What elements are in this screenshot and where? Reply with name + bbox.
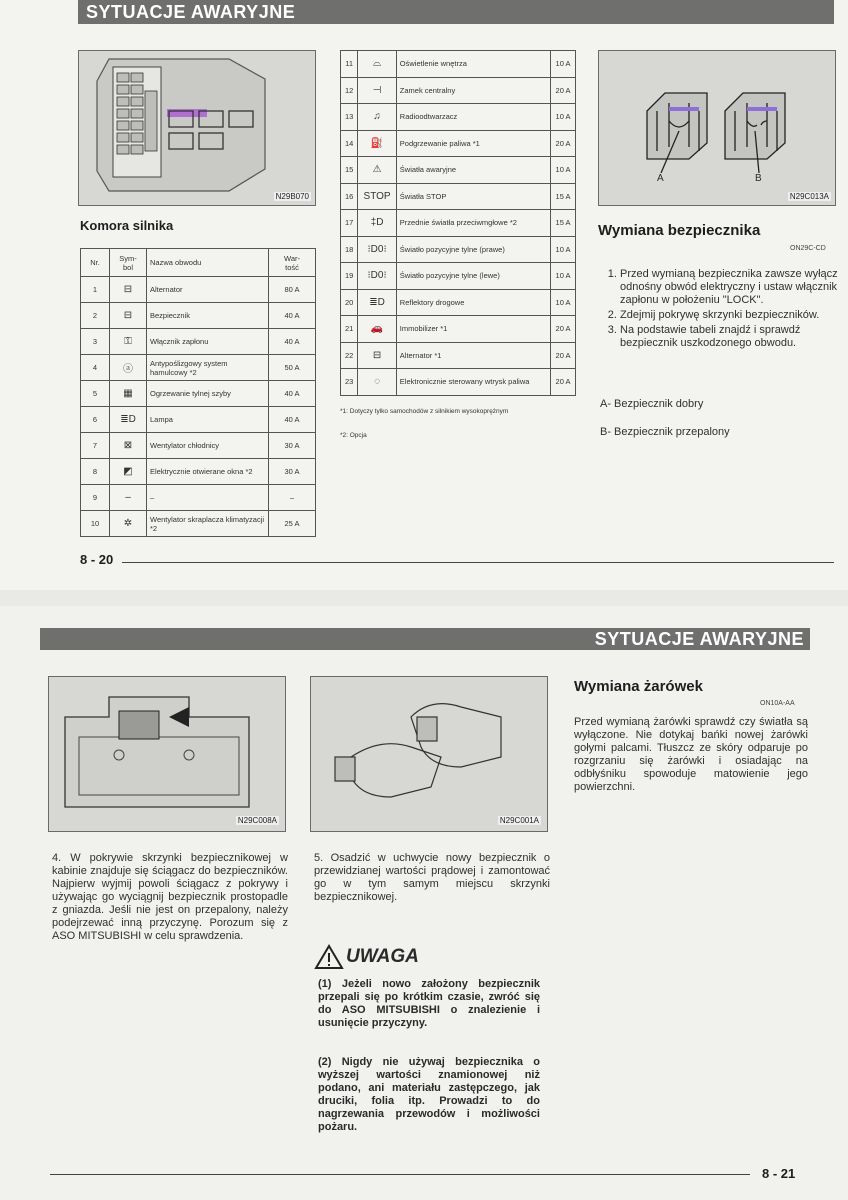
col-name: Nazwa obwodu	[147, 249, 269, 277]
fuse-comparison-figure	[598, 50, 836, 206]
section-code: ON29C-CD	[790, 245, 826, 252]
fuse-rating: 20 A	[551, 342, 576, 369]
ignition-key-icon: ⚿	[110, 329, 147, 355]
step-5: 5. Osadzić w uchwycie nowy bezpiecznik o przewidzianej wartości prądowej i zamontować go w tym samym miejscu skrzynki bezpiecznikowej.	[314, 852, 550, 903]
fuse-table-right	[340, 50, 576, 396]
col-symbol: Sym- bol	[110, 249, 147, 277]
table-row	[341, 289, 576, 316]
hazard-icon: ⚠	[358, 157, 396, 184]
step-4: 4. W pokrywie skrzynki bezpiecznikowej w kabinie znajduje się ściągacz do bezpieczników. Najpierw wyjmij powoli ściągacz z pokrywy i używając go wyciągnij bezpiecznik prostopadle z gniazda. Jeśli nie jest on przepalony, należy podejrzewać inną przyczynę. Porozum się z ASO MITSUBISHI w celu sprawdzenia.	[52, 852, 288, 942]
circuit-name: Bezpiecznik	[147, 303, 269, 329]
fuse-rating: 20 A	[551, 316, 576, 343]
banner-title: SYTUACJE AWARYJNE	[594, 628, 804, 649]
fuse-number: 11	[341, 51, 358, 78]
position-light-icon: ⁝D0⁝	[358, 236, 396, 263]
ac-fan-icon: ✲	[110, 511, 147, 537]
circuit-name: Alternator	[147, 277, 269, 303]
section-banner	[40, 628, 810, 650]
fuse-number: 20	[341, 289, 358, 316]
interior-light-icon: ⌓	[358, 51, 396, 78]
fuse-number: 16	[341, 183, 358, 210]
circuit-name: Radioodtwarzacz	[396, 104, 550, 131]
radiator-fan-icon: ⊠	[110, 433, 147, 459]
table-row	[81, 355, 316, 381]
circuit-name: Zamek centralny	[396, 77, 550, 104]
table-row	[81, 303, 316, 329]
table-row	[341, 157, 576, 184]
fuse-number: 10	[81, 511, 110, 537]
table-row	[341, 210, 576, 237]
figure-code: N29C008A	[237, 816, 277, 825]
warning-title: UWAGA	[346, 946, 419, 967]
fuse-rating: 20 A	[551, 369, 576, 396]
circuit-name: Światła STOP	[396, 183, 550, 210]
table-row	[81, 381, 316, 407]
battery-icon: ⊟	[110, 277, 147, 303]
circuit-name: Lampa	[147, 407, 269, 433]
table-row	[341, 130, 576, 157]
table-row	[341, 77, 576, 104]
hands-inserting-fuse-illustration	[311, 677, 547, 831]
circuit-name: Wentylator skraplacza klimatyzacji *2	[147, 511, 269, 537]
fuse-replacement-title: Wymiana bezpiecznika	[598, 222, 761, 239]
fusebox-illustration	[79, 51, 315, 205]
circuit-name: Oświetlenie wnętrza	[396, 51, 550, 78]
manual-page-8-21	[0, 606, 848, 1200]
fuse-number: 21	[341, 316, 358, 343]
engine-compartment-title: Komora silnika	[80, 218, 174, 233]
circuit-name: Alternator *1	[396, 342, 550, 369]
fuse-rating: 40 A	[269, 329, 316, 355]
position-light-icon: ⁝D0⁝	[358, 263, 396, 290]
table-row	[341, 104, 576, 131]
fuse-rating: 15 A	[551, 183, 576, 210]
fuse-rating: 15 A	[551, 210, 576, 237]
section-code: ON10A-AA	[760, 700, 795, 707]
manual-page-8-20	[0, 0, 848, 590]
radio-icon: ♫	[358, 104, 396, 131]
table-row	[341, 183, 576, 210]
legend-b: B- Bezpiecznik przepalony	[600, 426, 730, 438]
footer-rule	[50, 1174, 750, 1175]
table-row	[81, 277, 316, 303]
warning-triangle-icon	[314, 944, 344, 970]
circuit-name: Elektronicznie sterowany wtrysk paliwa	[396, 369, 550, 396]
circuit-name: –	[147, 485, 269, 511]
fuse-rating: 30 A	[269, 459, 316, 485]
fuse-number: 5	[81, 381, 110, 407]
table-row	[341, 316, 576, 343]
circuit-name: Wentylator chłodnicy	[147, 433, 269, 459]
fuse-rating: 40 A	[269, 381, 316, 407]
step-item: 1. Przed wymianą bezpiecznika zawsze wyłącz odnośny obwód elektryczny i ustaw włącznik zapłonu w położeniu "LOCK".	[620, 268, 848, 307]
footer-rule	[122, 562, 834, 563]
door-lock-icon: ⊣	[358, 77, 396, 104]
table-row	[81, 433, 316, 459]
step-item: 2. Zdejmij pokrywę skrzynki bezpieczników.	[620, 309, 848, 322]
page-number: 8 - 20	[80, 552, 114, 567]
headlamp-icon: ≣D	[110, 407, 147, 433]
table-row	[81, 511, 316, 537]
circuit-name: Światło pozycyjne tylne (prawe)	[396, 236, 550, 263]
col-value: War- tość	[269, 249, 316, 277]
fuse-number: 8	[81, 459, 110, 485]
footnote-1: *1: Dotyczy tylko samochodów z silnikiem wysokoprężnym	[340, 408, 509, 415]
figure-code: N29B070	[275, 192, 309, 201]
fuse-rating: 80 A	[269, 277, 316, 303]
circuit-name: Włącznik zapłonu	[147, 329, 269, 355]
rear-defrost-icon: ▦	[110, 381, 147, 407]
fuse-rating: 10 A	[551, 236, 576, 263]
fuse-rating: 10 A	[551, 289, 576, 316]
figure-code: N29C013A	[789, 192, 829, 201]
high-beam-icon: ≣D	[358, 289, 396, 316]
section-banner	[78, 0, 834, 24]
table-header-row	[81, 249, 316, 277]
table-row	[341, 51, 576, 78]
warning-item-1: (1) Jeżeli nowo założony bezpiecznik przepali się po krótkim czasie, zwróć się do ASO MITSUBISHI o znalezienie i usunięcie przyczyny.	[318, 978, 540, 1029]
fog-lamp-icon: ‡D	[358, 210, 396, 237]
fuse-rating: 10 A	[551, 157, 576, 184]
banner-title: SYTUACJE AWARYJNE	[86, 1, 296, 22]
fuse-number: 17	[341, 210, 358, 237]
bulb-paragraph: Przed wymianą żarówki sprawdź czy światła są wyłączone. Nie dotykaj bańki nowej żarówki gołymi palcami. Tłuszcz ze skóry odparuje po rozgrzaniu się żarówki i osiadając na odbłyśniku spowoduje matowienie jego powierzchni.	[574, 716, 808, 793]
table-row	[341, 263, 576, 290]
circuit-name: Przednie światła przeciwmgłowe *2	[396, 210, 550, 237]
bulb-replacement-title: Wymiana żarówek	[574, 678, 703, 695]
fuse-number: 2	[81, 303, 110, 329]
fuse-number: 6	[81, 407, 110, 433]
fuse-number: 19	[341, 263, 358, 290]
fuse-rating: 20 A	[551, 77, 576, 104]
table-row	[81, 407, 316, 433]
warning-item-2: (2) Nigdy nie używaj bezpiecznika o wyższej wartości znamionowej niż podano, ani materiału zastępczego, jak druciki, folia itp. Prowadzi to do nagrzewania przewodów i możliwości pożaru.	[318, 1056, 540, 1133]
fuse-rating: 20 A	[551, 130, 576, 157]
fuse-number: 18	[341, 236, 358, 263]
immobilizer-icon: 🚗	[358, 316, 396, 343]
fuse-illustration	[599, 51, 835, 205]
fuse-number: 23	[341, 369, 358, 396]
fuse-number: 4	[81, 355, 110, 381]
fuse-number: 3	[81, 329, 110, 355]
fuse-rating: 10 A	[551, 263, 576, 290]
fuse-number: 13	[341, 104, 358, 131]
fuse-rating: 50 A	[269, 355, 316, 381]
fuse-rating: 10 A	[551, 51, 576, 78]
fuse-number: 7	[81, 433, 110, 459]
circuit-name: Ogrzewanie tylnej szyby	[147, 381, 269, 407]
circuit-name: Immobilizer *1	[396, 316, 550, 343]
footnote-2: *2: Opcja	[340, 432, 367, 439]
step-item: 3. Na podstawie tabeli znajdź i sprawdź bezpiecznik uszkodzonego obwodu.	[620, 324, 848, 350]
page-number: 8 - 21	[762, 1166, 796, 1181]
injection-icon: ◌	[358, 369, 396, 396]
power-window-icon: ◩	[110, 459, 147, 485]
stop-icon: STOP	[358, 183, 396, 210]
none: –	[110, 485, 147, 511]
figure-code: N29C001A	[499, 816, 539, 825]
table-row	[341, 342, 576, 369]
fuse-number: 1	[81, 277, 110, 303]
fuel-heater-icon: ⛽	[358, 130, 396, 157]
fuse-rating: 40 A	[269, 407, 316, 433]
fuse-rating: –	[269, 485, 316, 511]
col-nr: Nr.	[81, 249, 110, 277]
fuse-table-left	[80, 248, 316, 537]
battery-icon: ⊟	[358, 342, 396, 369]
circuit-name: Podgrzewanie paliwa *1	[396, 130, 550, 157]
table-row	[81, 459, 316, 485]
fuse-rating: 25 A	[269, 511, 316, 537]
abs-icon: ⓐ	[110, 355, 147, 381]
label-b: B	[755, 173, 762, 184]
label-a: A	[657, 173, 664, 184]
fuse-number: 9	[81, 485, 110, 511]
fuse-puller-figure	[48, 676, 286, 832]
table-row	[81, 329, 316, 355]
table-row	[341, 236, 576, 263]
battery-icon: ⊟	[110, 303, 147, 329]
fuse-number: 14	[341, 130, 358, 157]
replacement-steps	[600, 268, 848, 352]
engine-fusebox-figure	[78, 50, 316, 206]
legend-a: A- Bezpiecznik dobry	[600, 398, 704, 410]
fuse-number: 15	[341, 157, 358, 184]
fuse-insert-figure	[310, 676, 548, 832]
circuit-name: Antypoślizgowy system hamulcowy *2	[147, 355, 269, 381]
table-row	[341, 369, 576, 396]
warning-header	[314, 944, 419, 970]
fuse-box-cover-illustration	[49, 677, 285, 831]
circuit-name: Światło pozycyjne tylne (lewe)	[396, 263, 550, 290]
fuse-rating: 40 A	[269, 303, 316, 329]
table-row	[81, 485, 316, 511]
fuse-number: 22	[341, 342, 358, 369]
circuit-name: Światła awaryjne	[396, 157, 550, 184]
circuit-name: Elektrycznie otwierane okna *2	[147, 459, 269, 485]
fuse-number: 12	[341, 77, 358, 104]
circuit-name: Reflektory drogowe	[396, 289, 550, 316]
fuse-rating: 30 A	[269, 433, 316, 459]
fuse-rating: 10 A	[551, 104, 576, 131]
